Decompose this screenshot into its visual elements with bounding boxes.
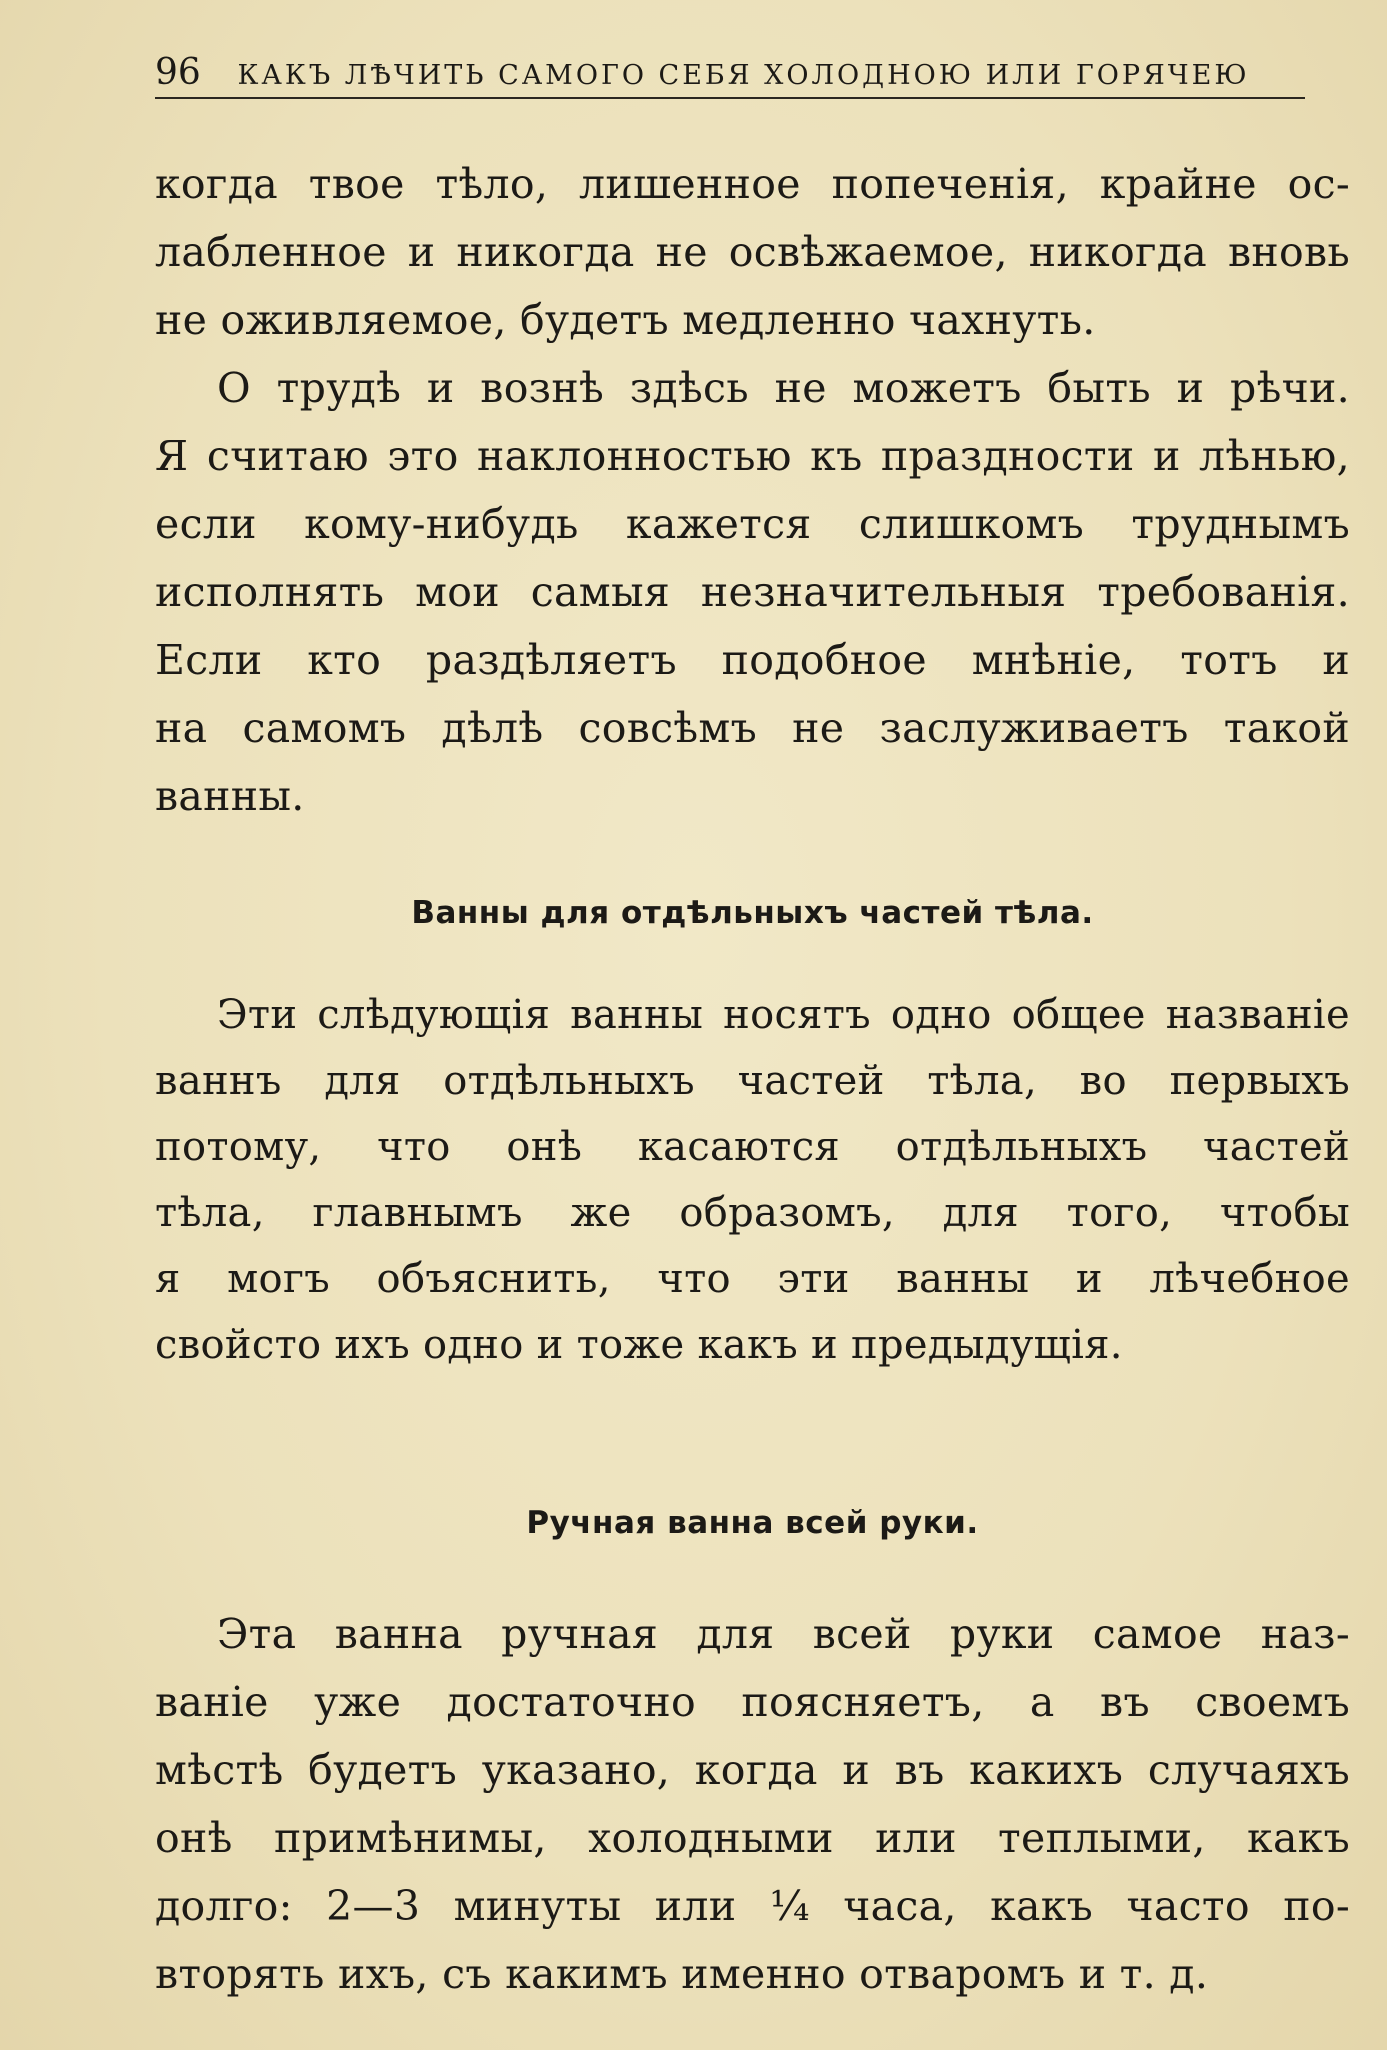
text-line: на самомъ дѣлѣ совсѣмъ не заслуживаетъ такой bbox=[155, 704, 1350, 752]
text-line: Эти слѣдующія ванны носятъ одно общее названіе bbox=[217, 992, 1350, 1038]
text-line: ваннъ для отдѣльныхъ частей тѣла, во первыхъ bbox=[155, 1058, 1350, 1104]
text-line: потому, что онѣ касаются отдѣльныхъ частей bbox=[155, 1124, 1350, 1170]
running-title: КАКЪ ЛѢЧИТЬ САМОГО СЕБЯ ХОЛОДНОЮ ИЛИ ГОРЯЧЕЮ bbox=[237, 60, 1250, 91]
paragraph bbox=[155, 1600, 1350, 2008]
text-line: Если кто раздѣляетъ подобное мнѣніе, тотъ и bbox=[155, 636, 1350, 684]
text-line: Эта ванна ручная для всей руки самое наз- bbox=[217, 1610, 1350, 1658]
text-line: тѣла, главнымъ же образомъ, для того, чтобы bbox=[155, 1190, 1350, 1236]
paragraph-continuation bbox=[155, 150, 1350, 354]
text-line: Я считаю это наклонностью къ праздности и лѣнью, bbox=[155, 432, 1350, 480]
text-line: ваніе уже достаточно поясняетъ, а въ своемъ bbox=[155, 1678, 1350, 1726]
text-line: если кому-нибудь кажется слишкомъ труднымъ bbox=[155, 500, 1350, 548]
text-line: лабленное и никогда не освѣжаемое, никогда вновь bbox=[155, 228, 1350, 276]
text-line: я могъ объяснить, что эти ванны и лѣчебное bbox=[155, 1256, 1350, 1302]
section-heading: Ванны для отдѣльныхъ частей тѣла. bbox=[411, 895, 1094, 931]
paragraph bbox=[155, 982, 1350, 1378]
header-rule bbox=[155, 97, 1305, 99]
section-heading: Ручная ванна всей руки. bbox=[526, 1505, 979, 1541]
page-number: 96 bbox=[155, 52, 201, 93]
text-line: онѣ примѣнимы, холодными или теплыми, какъ bbox=[155, 1814, 1350, 1862]
text-line: вторять ихъ, съ какимъ именно отваромъ и т. д. bbox=[155, 1950, 1209, 1998]
text-line: не оживляемое, будетъ медленно чахнуть. bbox=[155, 296, 1096, 344]
text-line: свойсто ихъ одно и тоже какъ и предыдущія. bbox=[155, 1322, 1123, 1368]
text-line: ванны. bbox=[155, 772, 305, 820]
text-line: когда твое тѣло, лишенное попеченія, крайне ос- bbox=[155, 160, 1350, 208]
running-head bbox=[155, 52, 1305, 96]
text-line: исполнять мои самыя незначительныя требованія. bbox=[155, 568, 1350, 616]
text-line: О трудѣ и вознѣ здѣсь не можетъ быть и рѣчи. bbox=[217, 364, 1350, 412]
text-line: долго: 2—3 минуты или ¼ часа, какъ часто по- bbox=[155, 1882, 1350, 1930]
text-line: мѣстѣ будетъ указано, когда и въ какихъ случаяхъ bbox=[155, 1746, 1350, 1794]
paragraph bbox=[155, 354, 1350, 830]
